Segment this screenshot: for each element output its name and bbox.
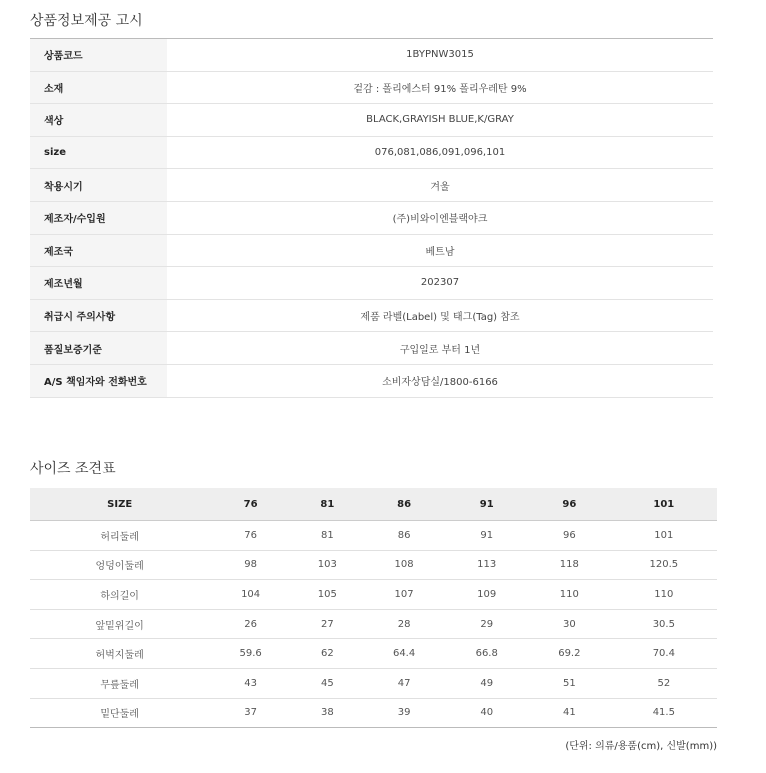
info-row (30, 39, 713, 72)
info-value: BLACK,GRAYISH BLUE,K/GRAY (167, 104, 713, 137)
unit-note: (단위: 의류/용품(cm), 신발(mm)) (565, 741, 717, 752)
info-value: 베트남 (167, 234, 713, 267)
size-row (30, 668, 717, 698)
size-row (30, 580, 717, 610)
info-value: 구입일로 부터 1년 (167, 332, 713, 365)
size-row-label: 허벅지둘레 (30, 639, 209, 669)
size-cell: 59.6 (209, 639, 292, 669)
size-cell: 27 (292, 609, 363, 639)
size-cell: 86 (363, 521, 446, 551)
size-chart-header-row (30, 488, 717, 521)
size-row-label: 앞밑위길이 (30, 609, 209, 639)
info-label: 상품코드 (30, 39, 167, 72)
size-row (30, 609, 717, 639)
size-header-cell: 86 (363, 488, 446, 521)
info-value: 1BYPNW3015 (167, 39, 713, 72)
size-cell: 29 (445, 609, 528, 639)
info-value: 소비자상담실/1800-6166 (167, 364, 713, 397)
size-cell: 76 (209, 521, 292, 551)
info-value: 겉감 : 폴리에스터 91% 폴리우레탄 9% (167, 71, 713, 104)
size-header-cell: 96 (528, 488, 611, 521)
size-cell: 113 (445, 550, 528, 580)
info-row (30, 299, 713, 332)
size-cell: 81 (292, 521, 363, 551)
info-row (30, 332, 713, 365)
info-label: size (30, 136, 167, 169)
size-row-label: 하의길이 (30, 580, 209, 610)
size-cell: 45 (292, 668, 363, 698)
info-label: A/S 책임자와 전화번호 (30, 364, 167, 397)
info-row (30, 201, 713, 234)
size-cell: 26 (209, 609, 292, 639)
size-cell: 41.5 (611, 698, 717, 728)
size-header-cell: 101 (611, 488, 717, 521)
size-row-label: 엉덩이둘레 (30, 550, 209, 580)
size-cell: 62 (292, 639, 363, 669)
product-info-title: 상품정보제공 고시 (30, 13, 143, 29)
size-cell: 52 (611, 668, 717, 698)
size-cell: 30 (528, 609, 611, 639)
size-cell: 91 (445, 521, 528, 551)
size-cell: 38 (292, 698, 363, 728)
size-cell: 103 (292, 550, 363, 580)
info-value: (주)비와이엔블랙야크 (167, 201, 713, 234)
size-row-label: 밑단둘레 (30, 698, 209, 728)
size-cell: 41 (528, 698, 611, 728)
size-cell: 40 (445, 698, 528, 728)
info-row (30, 364, 713, 397)
info-row (30, 267, 713, 300)
info-label: 제조년월 (30, 267, 167, 300)
info-value: 제품 라벨(Label) 및 태그(Tag) 참조 (167, 299, 713, 332)
info-value: 겨울 (167, 169, 713, 202)
size-chart-title: 사이즈 조견표 (30, 461, 116, 477)
size-row (30, 521, 717, 551)
size-cell: 107 (363, 580, 446, 610)
size-header-label: SIZE (30, 488, 209, 521)
info-label: 품질보증기준 (30, 332, 167, 365)
info-label: 색상 (30, 104, 167, 137)
size-row (30, 550, 717, 580)
info-label: 제조국 (30, 234, 167, 267)
size-cell: 105 (292, 580, 363, 610)
size-cell: 64.4 (363, 639, 446, 669)
info-label: 제조자/수입원 (30, 201, 167, 234)
size-header-cell: 81 (292, 488, 363, 521)
info-label: 소재 (30, 71, 167, 104)
size-cell: 120.5 (611, 550, 717, 580)
size-cell: 28 (363, 609, 446, 639)
size-row-label: 무릎둘레 (30, 668, 209, 698)
info-label: 착용시기 (30, 169, 167, 202)
size-cell: 66.8 (445, 639, 528, 669)
size-cell: 96 (528, 521, 611, 551)
info-label: 취급시 주의사항 (30, 299, 167, 332)
size-cell: 110 (611, 580, 717, 610)
size-cell: 104 (209, 580, 292, 610)
size-cell: 30.5 (611, 609, 717, 639)
info-row (30, 104, 713, 137)
product-info-table (30, 38, 713, 398)
size-cell: 110 (528, 580, 611, 610)
size-header-cell: 91 (445, 488, 528, 521)
info-value: 076,081,086,091,096,101 (167, 136, 713, 169)
info-row (30, 169, 713, 202)
size-cell: 109 (445, 580, 528, 610)
info-row (30, 71, 713, 104)
size-cell: 98 (209, 550, 292, 580)
size-row (30, 698, 717, 728)
size-header-cell: 76 (209, 488, 292, 521)
info-value: 202307 (167, 267, 713, 300)
size-row-label: 허리둘레 (30, 521, 209, 551)
size-cell: 37 (209, 698, 292, 728)
size-cell: 39 (363, 698, 446, 728)
info-row (30, 136, 713, 169)
size-cell: 118 (528, 550, 611, 580)
size-cell: 49 (445, 668, 528, 698)
size-row (30, 639, 717, 669)
size-cell: 51 (528, 668, 611, 698)
size-chart-table (30, 488, 717, 728)
size-cell: 70.4 (611, 639, 717, 669)
size-cell: 43 (209, 668, 292, 698)
info-row (30, 234, 713, 267)
size-cell: 69.2 (528, 639, 611, 669)
size-cell: 101 (611, 521, 717, 551)
size-cell: 108 (363, 550, 446, 580)
size-cell: 47 (363, 668, 446, 698)
